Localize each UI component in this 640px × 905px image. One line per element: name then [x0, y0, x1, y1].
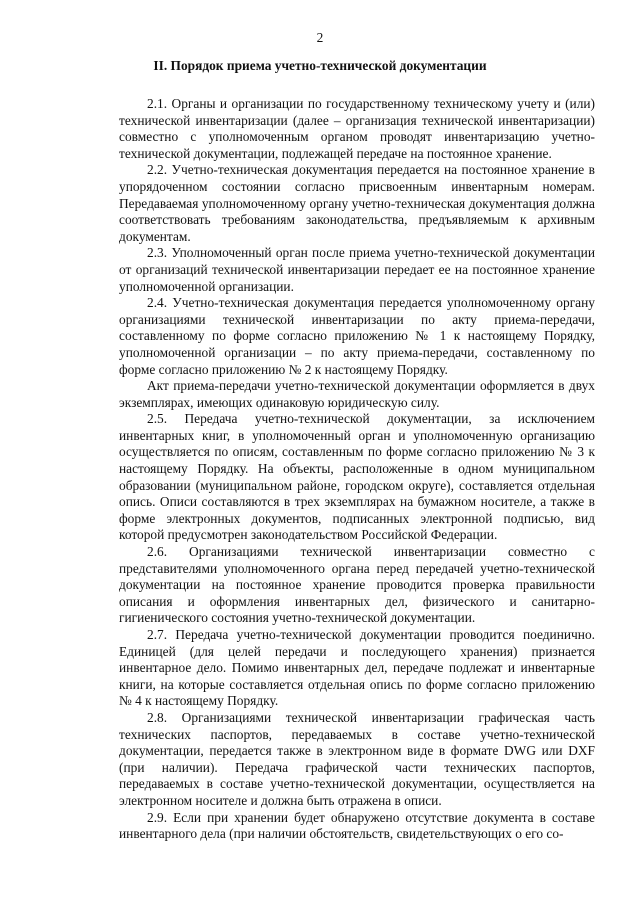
paragraph-2-5: 2.5. Передача учетно-технической документации, за исключением инвентарных книг, в уполномоченный орган и уполномоченную организацию осуществляется по описям, составленным по форме согласно приложению № 3 к настоящему Порядку. На объекты, расположенные в одном муниципальном образовании (муниципальном районе, городском округе), составляется отдельная опись. Описи составляются в трех экземплярах на бумажном носителе, а также в форме электронных документов, подписанных электронной подписью, вид которой предусмотрен законодательством Российской Федерации.: [119, 411, 595, 543]
paragraph-2-4: 2.4. Учетно-техническая документация передается уполномоченному органу организациями технической инвентаризации по акту приема-передачи, составленному по форме согласно приложению № 1 к настоящему Порядку, уполномоченной организации – по акту приема-передачи, составленному по форме согласно приложению № 2 к настоящему Порядку.: [119, 295, 595, 377]
section-heading: II. Порядок приема учетно-технической документации: [153, 58, 487, 73]
paragraph-2-3: 2.3. Уполномоченный орган после приема учетно-технической документации от организаций технической инвентаризации передает ее на постоянное хранение уполномоченной организации.: [119, 245, 595, 294]
paragraph-2-2: 2.2. Учетно-техническая документация передается на постоянное хранение в упорядоченном состоянии согласно присвоенным инвентарным номерам. Передаваемая уполномоченному органу учетно-техническая документация должна соответствовать требованиям законодательства, предъявляемым к архивным документам.: [119, 162, 595, 244]
page-number: 2: [316, 30, 324, 45]
paragraph-2-8: 2.8. Организациями технической инвентаризации графическая часть технических паспортов, передаваемых в составе учетно-технической документации, передается также в электронном виде в формате DWG или DXF (при наличии). Передача графической части технических паспортов, передаваемых в составе учетно-технической документации, осуществляется на электронном носителе и должна быть отражена в описи.: [119, 709, 595, 808]
paragraph-2-1: 2.1. Органы и организации по государственному техническому учету и (или) технической инвентаризации (далее – организация технической инвентаризации) совместно с уполномоченным органом проводят инвентаризацию учетно-технической документации, подлежащей передаче на постоянное хранение.: [119, 96, 595, 161]
section-body: [119, 96, 595, 843]
paragraph-2-6: 2.6. Организациями технической инвентаризации совместно с представителями уполномоченного органа перед передачей учетно-технической документации на постоянное хранение проводится проверка правильности описания и оформления инвентарных дел, физического и санитарно-гигиенического состояния учетно-технической документации.: [119, 544, 595, 626]
paragraph-2-7: 2.7. Передача учетно-технической документации проводится поединично. Единицей (для целей передачи и последующего хранения) признается инвентарное дело. Помимо инвентарных дел, передаче подлежат и инвентарные книги, на которые составляется отдельная опись по форме согласно приложению № 4 к настоящему Порядку.: [119, 627, 595, 709]
paragraph-2-9: 2.9. Если при хранении будет обнаружено отсутствие документа в составе инвентарного дела (при наличии обстоятельств, свидетельствующих о его со-: [119, 809, 595, 842]
paragraph-act: Акт приема-передачи учетно-технической документации оформляется в двух экземплярах, имеющих одинаковую юридическую силу.: [119, 378, 595, 410]
